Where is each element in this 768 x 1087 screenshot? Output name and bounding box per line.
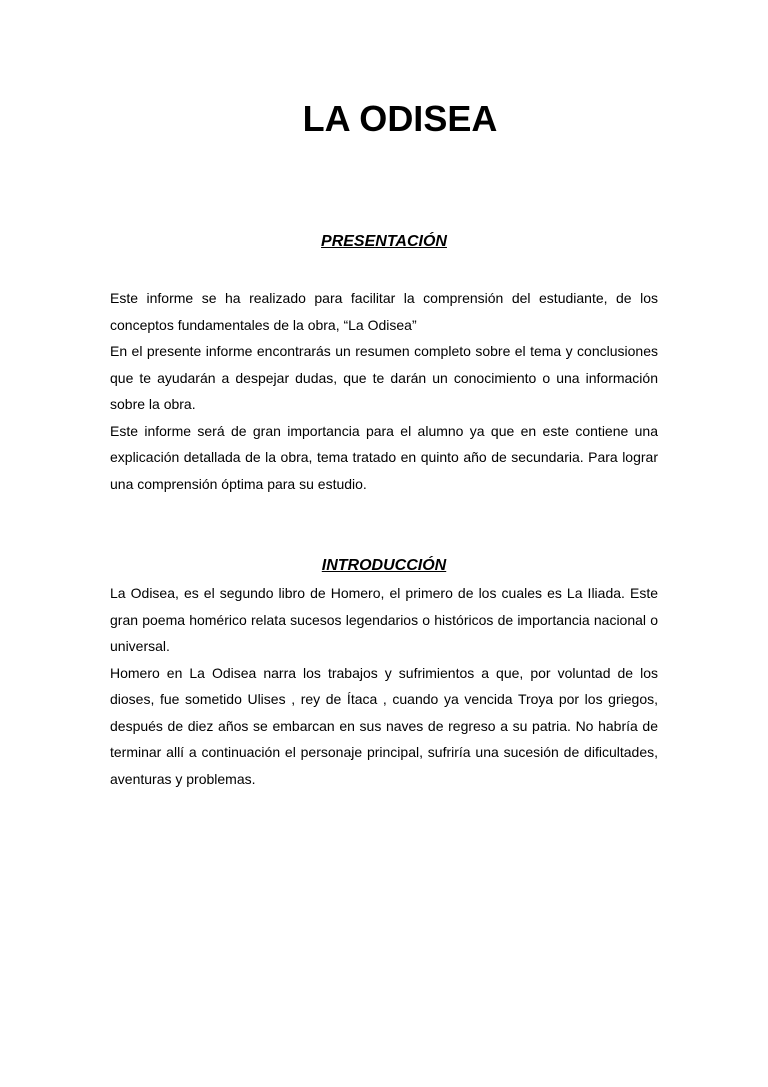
section-body-introduccion [110,580,658,792]
paragraph: En el presente informe encontrarás un resumen completo sobre el tema y conclusiones que te ayudarán a despejar dudas, que te darán un conocimiento o una información sobre la obra. [110,343,658,412]
section-body-presentacion [110,285,658,497]
document-title: LA ODISEA [302,98,498,139]
paragraph: Este informe será de gran importancia para el alumno ya que en este contiene una explicación detallada de la obra, tema tratado en quinto año de secundaria. Para lograr una comprensión óptima para su estudio. [110,422,658,492]
paragraph: La Odisea, es el segundo libro de Homero, el primero de los cuales es La Iliada. Este gran poema homérico relata sucesos legendarios o históricos de importancia nacional o universal. [110,585,658,654]
paragraph: Homero en La Odisea narra los trabajos y sufrimientos a que, por voluntad de los dioses, fue sometido Ulises , rey de Ítaca , cuando ya vencida Troya por los griegos, después de diez años se embarcan en sus naves de regreso a su patria. No habría de terminar allí a continuación el personaje principal, sufriría una sucesión de dificultades, aventuras y problemas. [110,664,658,787]
section-heading-introduccion: INTRODUCCIÓN [321,557,447,574]
paragraph: Este informe se ha realizado para facilitar la comprensión del estudiante, de los conceptos fundamentales de la obra, “La Odisea” [110,290,658,333]
section-heading-presentacion: PRESENTACIÓN [321,233,447,250]
